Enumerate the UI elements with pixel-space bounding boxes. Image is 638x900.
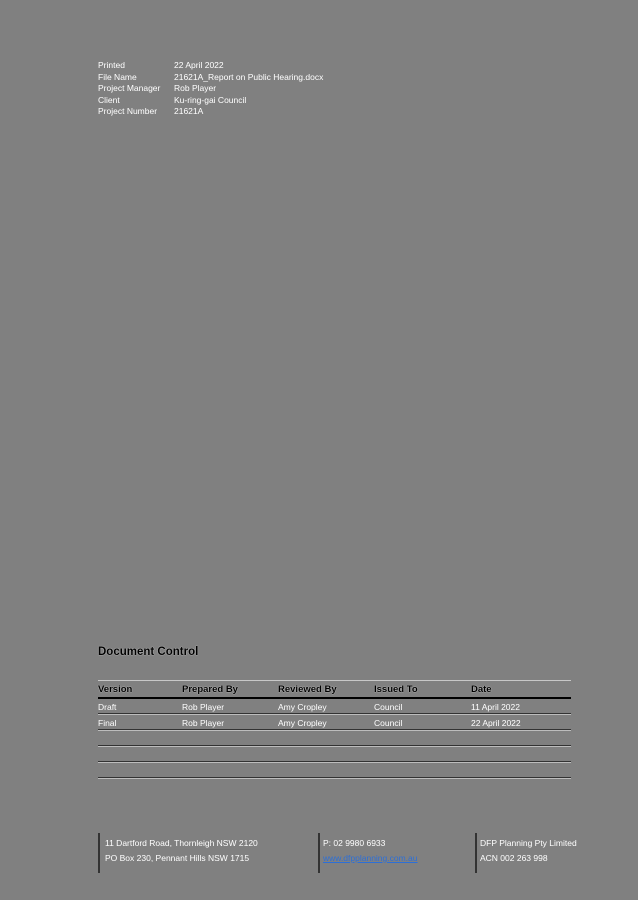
meta-row-file-name <box>98 72 323 84</box>
cell-issued-to: Council <box>374 698 471 715</box>
meta-label: Printed <box>98 60 125 70</box>
header-prepared-by: Prepared By <box>182 681 278 699</box>
meta-row-project-number <box>98 106 323 118</box>
cell-date: 11 April 2022 <box>471 698 571 715</box>
cell-prepared-by: Rob Player <box>182 698 278 715</box>
header-version: Version <box>98 681 182 699</box>
meta-value: 21621A_Report on Public Hearing.docx <box>174 71 324 82</box>
table-header-row <box>98 681 571 699</box>
footer-contact <box>323 836 418 866</box>
meta-label: Client <box>98 94 120 105</box>
footer-divider <box>475 833 477 873</box>
meta-label: Project Number <box>98 106 158 116</box>
cell-date: 22 April 2022 <box>471 715 571 731</box>
company-name: DFP Planning Pty Limited <box>480 838 577 848</box>
meta-value: Rob Player <box>174 83 217 93</box>
cell-version: Draft <box>98 698 182 715</box>
cell-reviewed-by: Amy Cropley <box>278 698 374 715</box>
document-metadata <box>98 60 323 118</box>
cell-reviewed-by: Amy Cropley <box>278 715 374 731</box>
address-line-1: 11 Dartford Road, Thornleigh NSW 2120 <box>105 838 258 848</box>
company-acn: ACN 002 263 998 <box>480 853 548 863</box>
meta-label: File Name <box>98 71 137 82</box>
table-row <box>98 715 571 731</box>
header-issued-to: Issued To <box>374 681 471 699</box>
phone: P: 02 9980 6933 <box>323 838 386 848</box>
header-reviewed-by: Reviewed By <box>278 681 374 699</box>
table-row-empty <box>98 747 571 763</box>
table-row-empty <box>98 731 571 747</box>
meta-row-printed <box>98 60 323 72</box>
meta-value: Ku-ring-gai Council <box>174 94 247 105</box>
header-date: Date <box>471 681 571 699</box>
website-link[interactable]: www.dfpplanning.com.au <box>323 853 418 863</box>
meta-value: 22 April 2022 <box>174 60 224 70</box>
address-line-2: PO Box 230, Pennant Hills NSW 1715 <box>105 853 250 863</box>
document-control-title: Document Control <box>98 646 199 658</box>
footer-company <box>480 836 577 866</box>
meta-label: Project Manager <box>98 83 161 93</box>
cell-version: Final <box>98 715 182 731</box>
meta-row-project-manager <box>98 83 323 95</box>
meta-row-client <box>98 95 323 107</box>
cell-issued-to: Council <box>374 715 471 731</box>
footer-divider <box>98 833 100 873</box>
meta-value: 21621A <box>174 106 204 116</box>
cell-prepared-by: Rob Player <box>182 715 278 731</box>
footer-address <box>105 836 258 866</box>
footer-divider <box>318 833 320 873</box>
table-row <box>98 698 571 715</box>
table-row-empty <box>98 763 571 779</box>
document-control-table <box>98 680 571 779</box>
